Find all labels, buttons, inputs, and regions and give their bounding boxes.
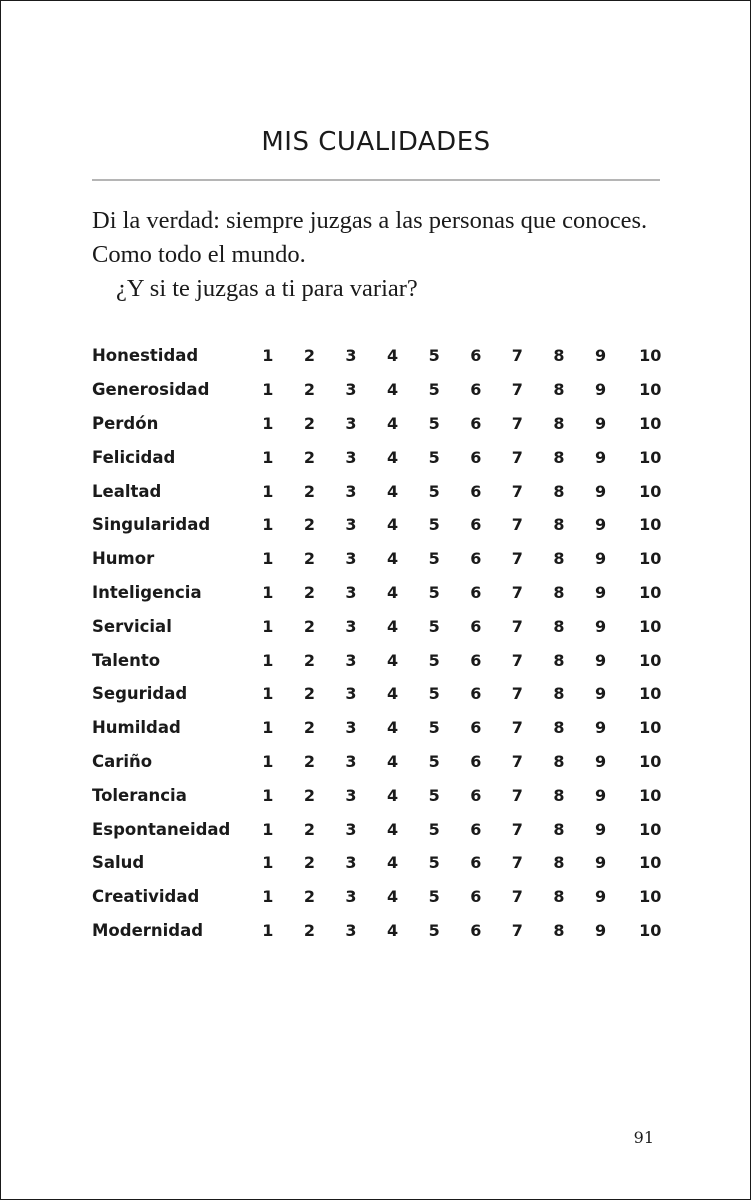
quality-row <box>92 542 661 576</box>
rating-option[interactable]: 1 <box>262 447 274 467</box>
rating-option[interactable]: 6 <box>470 515 482 535</box>
rating-option[interactable]: 5 <box>428 582 440 602</box>
rating-option[interactable]: 10 <box>639 413 662 433</box>
rating-option[interactable]: 3 <box>345 582 357 602</box>
quality-row <box>92 812 661 846</box>
title-divider <box>92 179 660 181</box>
rating-option[interactable]: 6 <box>470 413 482 433</box>
rating-option[interactable]: 10 <box>639 887 662 907</box>
rating-option[interactable]: 6 <box>470 616 482 636</box>
rating-option[interactable]: 9 <box>594 413 607 433</box>
rating-option[interactable]: 7 <box>511 853 523 873</box>
rating-option[interactable]: 9 <box>594 785 607 805</box>
rating-option[interactable]: 8 <box>553 718 565 738</box>
quality-label: Espontaneidad <box>92 819 231 839</box>
rating-option[interactable]: 8 <box>553 380 565 400</box>
rating-option[interactable]: 10 <box>639 447 662 467</box>
rating-option[interactable]: 4 <box>387 447 399 467</box>
rating-option[interactable]: 3 <box>345 413 357 433</box>
rating-option[interactable]: 5 <box>428 751 440 771</box>
rating-option[interactable]: 7 <box>511 887 523 907</box>
rating-option[interactable]: 1 <box>262 346 274 366</box>
rating-option[interactable]: 6 <box>470 447 482 467</box>
intro-text <box>92 204 672 306</box>
rating-option[interactable]: 7 <box>511 549 523 569</box>
rating-option[interactable]: 7 <box>511 650 523 670</box>
rating-option[interactable]: 9 <box>594 718 607 738</box>
rating-option[interactable]: 2 <box>303 380 315 400</box>
rating-option[interactable]: 3 <box>345 380 357 400</box>
quality-row <box>92 711 661 745</box>
intro-line-1: Di la verdad: siempre juzgas a las personas que conoces. <box>92 207 648 234</box>
rating-option[interactable]: 3 <box>345 819 357 839</box>
rating-option[interactable]: 4 <box>387 751 399 771</box>
quality-row <box>92 609 661 643</box>
rating-option[interactable]: 10 <box>639 582 662 602</box>
rating-option[interactable]: 3 <box>345 785 357 805</box>
quality-label: Modernidad <box>92 920 204 940</box>
quality-label: Perdón <box>92 413 159 433</box>
rating-option[interactable]: 5 <box>428 346 440 366</box>
rating-option[interactable]: 6 <box>470 346 482 366</box>
quality-row <box>92 339 661 373</box>
quality-row <box>92 373 661 407</box>
rating-option[interactable]: 3 <box>345 853 357 873</box>
rating-option[interactable]: 4 <box>387 515 399 535</box>
rating-option[interactable]: 1 <box>262 718 274 738</box>
rating-option[interactable]: 1 <box>262 751 274 771</box>
rating-option[interactable]: 10 <box>639 515 662 535</box>
rating-option[interactable]: 5 <box>428 819 440 839</box>
rating-option[interactable]: 9 <box>594 515 607 535</box>
rating-option[interactable]: 8 <box>553 346 565 366</box>
quality-label: Humor <box>92 549 155 569</box>
rating-option[interactable]: 8 <box>553 582 565 602</box>
rating-option[interactable]: 2 <box>303 447 315 467</box>
rating-option[interactable]: 10 <box>639 650 662 670</box>
quality-row <box>92 914 661 948</box>
rating-option[interactable]: 9 <box>594 549 607 569</box>
rating-option[interactable]: 9 <box>594 684 607 704</box>
rating-option[interactable]: 10 <box>639 920 662 940</box>
rating-option[interactable]: 4 <box>387 920 399 940</box>
rating-option[interactable]: 8 <box>553 853 565 873</box>
rating-option[interactable]: 3 <box>345 650 357 670</box>
rating-option[interactable]: 8 <box>553 447 565 467</box>
rating-option[interactable]: 4 <box>387 549 399 569</box>
rating-option[interactable]: 3 <box>345 515 357 535</box>
rating-option[interactable]: 10 <box>639 346 662 366</box>
quality-row <box>92 778 661 812</box>
rating-option[interactable]: 7 <box>511 751 523 771</box>
rating-option[interactable]: 10 <box>639 853 662 873</box>
rating-option[interactable]: 9 <box>594 650 607 670</box>
rating-option[interactable]: 10 <box>639 616 662 636</box>
rating-option[interactable]: 3 <box>345 447 357 467</box>
rating-option[interactable]: 2 <box>303 616 315 636</box>
rating-option[interactable]: 6 <box>470 549 482 569</box>
rating-option[interactable]: 3 <box>345 481 357 501</box>
quality-label: Inteligencia <box>92 582 202 602</box>
rating-option[interactable]: 8 <box>553 616 565 636</box>
rating-option[interactable]: 4 <box>387 684 399 704</box>
rating-option[interactable]: 4 <box>387 413 399 433</box>
rating-option[interactable]: 5 <box>428 380 440 400</box>
rating-option[interactable]: 4 <box>387 346 399 366</box>
rating-option[interactable]: 6 <box>470 684 482 704</box>
rating-option[interactable]: 10 <box>639 751 662 771</box>
rating-option[interactable]: 2 <box>303 853 315 873</box>
rating-option[interactable]: 8 <box>553 650 565 670</box>
rating-option[interactable]: 3 <box>345 718 357 738</box>
quality-row <box>92 440 661 474</box>
rating-option[interactable]: 2 <box>303 650 315 670</box>
rating-option[interactable]: 4 <box>387 582 399 602</box>
rating-option[interactable]: 4 <box>387 380 399 400</box>
rating-option[interactable]: 6 <box>470 887 482 907</box>
rating-option[interactable]: 10 <box>639 481 662 501</box>
rating-option[interactable]: 8 <box>553 887 565 907</box>
rating-option[interactable]: 1 <box>262 684 274 704</box>
rating-option[interactable]: 8 <box>553 515 565 535</box>
rating-option[interactable]: 5 <box>428 413 440 433</box>
rating-option[interactable]: 1 <box>262 616 274 636</box>
rating-option[interactable]: 1 <box>262 853 274 873</box>
rating-option[interactable]: 9 <box>594 887 607 907</box>
rating-option[interactable]: 1 <box>262 920 274 940</box>
quality-row <box>92 643 661 677</box>
rating-option[interactable]: 5 <box>428 650 440 670</box>
rating-option[interactable]: 5 <box>428 515 440 535</box>
rating-option[interactable]: 9 <box>594 447 607 467</box>
rating-option[interactable]: 3 <box>345 346 357 366</box>
rating-option[interactable]: 10 <box>639 684 662 704</box>
rating-option[interactable]: 2 <box>303 413 315 433</box>
rating-option[interactable]: 2 <box>303 481 315 501</box>
quality-row <box>92 407 661 441</box>
quality-label: Humildad <box>92 718 181 738</box>
rating-option[interactable]: 2 <box>303 346 315 366</box>
rating-option[interactable]: 4 <box>387 887 399 907</box>
rating-option[interactable]: 1 <box>262 819 274 839</box>
rating-option[interactable]: 7 <box>511 380 523 400</box>
rating-option[interactable]: 2 <box>303 819 315 839</box>
rating-option[interactable]: 1 <box>262 785 274 805</box>
rating-option[interactable]: 7 <box>511 684 523 704</box>
rating-option[interactable]: 7 <box>511 447 523 467</box>
rating-option[interactable]: 2 <box>303 785 315 805</box>
quality-row <box>92 677 661 711</box>
rating-option[interactable]: 6 <box>470 785 482 805</box>
rating-option[interactable]: 1 <box>262 380 274 400</box>
quality-label: Honestidad <box>92 346 199 366</box>
quality-label: Salud <box>92 853 145 873</box>
rating-option[interactable]: 5 <box>428 718 440 738</box>
rating-option[interactable]: 7 <box>511 819 523 839</box>
rating-option[interactable]: 5 <box>428 853 440 873</box>
rating-option[interactable]: 5 <box>428 920 440 940</box>
rating-option[interactable]: 6 <box>470 853 482 873</box>
quality-label: Felicidad <box>92 447 176 467</box>
intro-line-3: ¿Y si te juzgas a ti para variar? <box>116 275 418 302</box>
quality-label: Tolerancia <box>92 785 187 805</box>
rating-option[interactable]: 7 <box>511 785 523 805</box>
rating-option[interactable]: 6 <box>470 481 482 501</box>
rating-option[interactable]: 4 <box>387 650 399 670</box>
rating-option[interactable]: 9 <box>594 853 607 873</box>
rating-option[interactable]: 9 <box>594 481 607 501</box>
rating-option[interactable]: 7 <box>511 616 523 636</box>
rating-option[interactable]: 6 <box>470 650 482 670</box>
rating-option[interactable]: 6 <box>470 920 482 940</box>
rating-option[interactable]: 9 <box>594 346 607 366</box>
rating-option[interactable]: 1 <box>262 650 274 670</box>
rating-option[interactable]: 2 <box>303 751 315 771</box>
quality-row <box>92 576 661 610</box>
rating-option[interactable]: 8 <box>553 413 565 433</box>
rating-option[interactable]: 2 <box>303 549 315 569</box>
rating-option[interactable]: 2 <box>303 887 315 907</box>
rating-option[interactable]: 9 <box>594 380 607 400</box>
quality-label: Seguridad <box>92 684 188 704</box>
quality-row <box>92 745 661 779</box>
rating-option[interactable]: 9 <box>594 920 607 940</box>
rating-option[interactable]: 5 <box>428 616 440 636</box>
rating-option[interactable]: 10 <box>639 549 662 569</box>
rating-option[interactable]: 7 <box>511 481 523 501</box>
rating-option[interactable]: 4 <box>387 785 399 805</box>
rating-option[interactable]: 2 <box>303 582 315 602</box>
rating-option[interactable]: 10 <box>639 819 662 839</box>
quality-row <box>92 508 661 542</box>
rating-option[interactable]: 3 <box>345 751 357 771</box>
rating-option[interactable]: 4 <box>387 853 399 873</box>
rating-option[interactable]: 4 <box>387 481 399 501</box>
rating-option[interactable]: 5 <box>428 549 440 569</box>
quality-label: Servicial <box>92 616 172 636</box>
rating-option[interactable]: 2 <box>303 684 315 704</box>
rating-option[interactable]: 2 <box>303 920 315 940</box>
page-title: MIS CUALIDADES <box>261 127 491 157</box>
rating-option[interactable]: 3 <box>345 616 357 636</box>
intro-line-2: Como todo el mundo. <box>92 241 306 268</box>
rating-option[interactable]: 9 <box>594 751 607 771</box>
rating-option[interactable]: 4 <box>387 718 399 738</box>
rating-option[interactable]: 2 <box>303 718 315 738</box>
rating-option[interactable]: 1 <box>262 413 274 433</box>
rating-option[interactable]: 9 <box>594 819 607 839</box>
rating-option[interactable]: 7 <box>511 346 523 366</box>
quality-row <box>92 880 661 914</box>
rating-option[interactable]: 7 <box>511 515 523 535</box>
rating-option[interactable]: 10 <box>639 785 662 805</box>
rating-option[interactable]: 8 <box>553 819 565 839</box>
rating-option[interactable]: 4 <box>387 819 399 839</box>
rating-option[interactable]: 3 <box>345 684 357 704</box>
rating-option[interactable]: 6 <box>470 582 482 602</box>
rating-option[interactable]: 3 <box>345 887 357 907</box>
rating-option[interactable]: 5 <box>428 447 440 467</box>
rating-option[interactable]: 6 <box>470 380 482 400</box>
quality-label: Creatividad <box>92 887 200 907</box>
rating-option[interactable]: 1 <box>262 481 274 501</box>
rating-option[interactable]: 7 <box>511 718 523 738</box>
rating-option[interactable]: 8 <box>553 549 565 569</box>
rating-option[interactable]: 9 <box>594 582 607 602</box>
quality-label: Cariño <box>92 751 153 771</box>
rating-option[interactable]: 8 <box>553 481 565 501</box>
quality-row <box>92 474 661 508</box>
rating-option[interactable]: 3 <box>345 920 357 940</box>
rating-option[interactable]: 10 <box>639 380 662 400</box>
rating-option[interactable]: 2 <box>303 515 315 535</box>
page-number: 91 <box>633 1128 654 1147</box>
rating-option[interactable]: 8 <box>553 920 565 940</box>
rating-option[interactable]: 7 <box>511 920 523 940</box>
qualities-rating-table <box>92 339 661 947</box>
rating-option[interactable]: 6 <box>470 718 482 738</box>
rating-option[interactable]: 4 <box>387 616 399 636</box>
rating-option[interactable]: 10 <box>639 718 662 738</box>
rating-option[interactable]: 8 <box>553 751 565 771</box>
rating-option[interactable]: 1 <box>262 549 274 569</box>
rating-option[interactable]: 1 <box>262 887 274 907</box>
rating-option[interactable]: 5 <box>428 887 440 907</box>
rating-option[interactable]: 5 <box>428 684 440 704</box>
quality-row <box>92 846 661 880</box>
rating-option[interactable]: 7 <box>511 413 523 433</box>
rating-option[interactable]: 9 <box>594 616 607 636</box>
rating-option[interactable]: 5 <box>428 481 440 501</box>
rating-option[interactable]: 7 <box>511 582 523 602</box>
rating-option[interactable]: 6 <box>470 751 482 771</box>
quality-label: Talento <box>92 650 161 670</box>
rating-option[interactable]: 1 <box>262 582 274 602</box>
rating-option[interactable]: 6 <box>470 819 482 839</box>
rating-option[interactable]: 3 <box>345 549 357 569</box>
rating-option[interactable]: 5 <box>428 785 440 805</box>
rating-option[interactable]: 1 <box>262 515 274 535</box>
rating-option[interactable]: 8 <box>553 684 565 704</box>
rating-option[interactable]: 8 <box>553 785 565 805</box>
quality-label: Singularidad <box>92 515 211 535</box>
quality-label: Lealtad <box>92 481 162 501</box>
quality-label: Generosidad <box>92 380 210 400</box>
